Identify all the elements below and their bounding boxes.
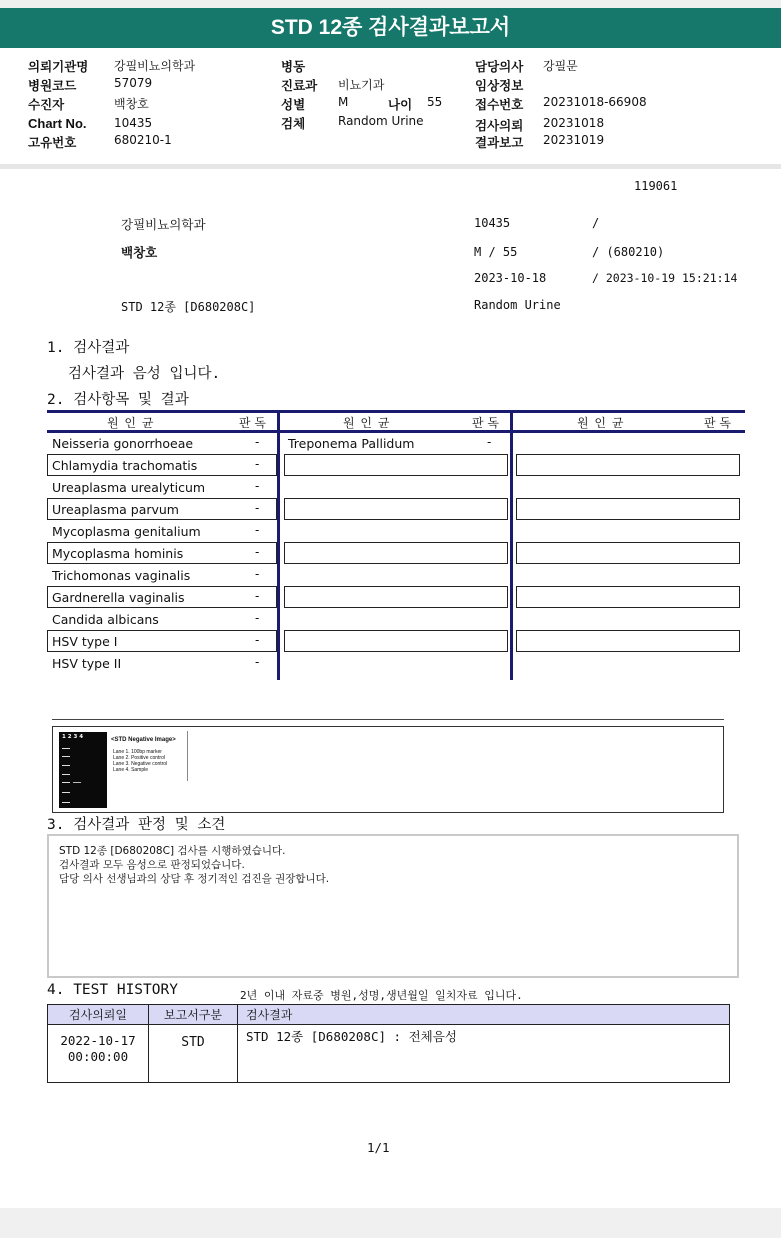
results-grid-header	[47, 410, 745, 433]
gel-legend: Lane 1. 100bp marker	[113, 749, 162, 755]
gel-lanes: 1 2 3 4	[62, 734, 84, 740]
doctor-value: 강필문	[543, 59, 578, 73]
gel-band	[62, 748, 70, 749]
pathogen-name: Trichomonas vaginalis	[52, 568, 191, 583]
empty-row	[284, 630, 508, 652]
hospital-code-label: 병원코드	[28, 78, 77, 93]
patient-label: 수진자	[28, 97, 65, 112]
empty-row	[516, 542, 740, 564]
pathogen-name: Ureaplasma urealyticum	[52, 480, 206, 495]
pathogen-result: -	[255, 501, 260, 515]
gel-band	[62, 765, 70, 766]
institution-label: 의뢰기관명	[28, 59, 89, 74]
page-number: 1/1	[367, 1140, 390, 1155]
pathogen-result: -	[255, 567, 260, 581]
report-reported: / 2023-10-19 15:21:14	[592, 271, 738, 285]
unique-value: 680210-1	[114, 133, 172, 147]
history-header-date: 검사의뢰일	[48, 1005, 149, 1025]
bottom-strip	[0, 1208, 781, 1238]
section2-title: 2. 검사항목 및 결과	[47, 392, 189, 408]
specimen-value: Random Urine	[338, 114, 424, 128]
pathogen-result: -	[255, 611, 260, 625]
pathogen-result: -	[255, 523, 260, 537]
header-divider	[0, 164, 781, 169]
gel-panel	[52, 726, 724, 813]
age-label: 나이	[388, 97, 413, 112]
section1-title: 1. 검사결과	[47, 340, 130, 356]
history-table	[47, 1004, 730, 1083]
pathogen-name: Chlamydia trachomatis	[52, 458, 198, 473]
empty-row	[284, 542, 508, 564]
pathogen-result: -	[487, 435, 492, 449]
gel-legend: Lane 4. Sample	[113, 767, 149, 773]
request-value: 20231018	[543, 116, 605, 130]
clinical-label: 임상정보	[475, 78, 524, 93]
report-specimen: Random Urine	[474, 298, 561, 312]
history-note: 2년 이내 자료중 병원,성명,생년월일 일치자료 입니다.	[240, 989, 523, 1002]
gel-band	[62, 774, 70, 775]
pathogen-result: -	[255, 655, 260, 669]
gel-legend: Lane 3. Negative control	[113, 761, 168, 767]
col2-result-header: 판 독	[472, 416, 499, 430]
opinion-box	[47, 834, 739, 978]
report-clinic: 강필비뇨의학과	[121, 217, 206, 232]
dept-label: 진료과	[281, 78, 318, 93]
unique-label: 고유번호	[28, 135, 77, 150]
pathogen-result: -	[255, 589, 260, 603]
institution-value: 강필비뇨의학과	[114, 59, 196, 73]
request-label: 검사의뢰	[475, 118, 524, 133]
history-time: 00:00:00	[67, 1049, 129, 1064]
pathogen-result: -	[255, 435, 260, 449]
pathogen-name: Treponema Pallidum	[288, 436, 415, 451]
section4-title: 4. TEST HISTORY	[47, 982, 178, 998]
receipt-value: 20231018-66908	[543, 95, 647, 109]
history-date: 2022-10-17	[60, 1033, 136, 1048]
gel-legend: Lane 2. Positive control	[113, 755, 165, 761]
col3-result-header: 판 독	[704, 416, 731, 430]
gel-band	[73, 782, 81, 783]
report-chart: 10435	[474, 216, 511, 230]
empty-row	[516, 454, 740, 476]
gel-separator	[187, 731, 188, 781]
pathogen-name: Gardnerella vaginalis	[52, 590, 185, 605]
pathogen-name: HSV type I	[52, 634, 118, 649]
opinion-line: STD 12종 [D680208C] 검사를 시행하였습니다.	[59, 845, 286, 857]
report-test: STD 12종 [D680208C]	[121, 300, 256, 314]
empty-row	[284, 586, 508, 608]
report-date-label: 결과보고	[475, 135, 524, 150]
pathogen-name: Ureaplasma parvum	[52, 502, 179, 517]
gel-title: <STD Negative Image>	[111, 737, 176, 743]
dept-value: 비뇨기과	[338, 78, 385, 92]
ward-label: 병동	[281, 59, 306, 74]
empty-row	[516, 630, 740, 652]
pathogen-name: Mycoplasma genitalium	[52, 524, 201, 539]
pathogen-name: Candida albicans	[52, 612, 159, 627]
hospital-code-value: 57079	[114, 76, 153, 90]
empty-row	[516, 498, 740, 520]
grid-divider-2	[510, 410, 513, 680]
report-birth: / (680210)	[592, 245, 665, 259]
col1-pathogen-header: 원 인 균	[107, 416, 155, 430]
gel-band	[62, 792, 70, 793]
report-sep: /	[592, 216, 600, 230]
chart-value: 10435	[114, 116, 153, 130]
doctor-label: 담당의사	[475, 59, 524, 74]
history-type: STD	[149, 1025, 238, 1083]
empty-row	[516, 586, 740, 608]
history-header-result: 검사결과	[238, 1005, 730, 1025]
grid-divider-1	[277, 410, 280, 680]
receipt-label: 접수번호	[475, 97, 524, 112]
section3-title: 3. 검사결과 판정 및 소견	[47, 817, 226, 833]
gel-image	[59, 732, 107, 808]
patient-value: 백창호	[114, 97, 149, 111]
pathogen-result: -	[255, 545, 260, 559]
empty-row	[284, 454, 508, 476]
section1-text: 검사결과 음성 입니다.	[68, 366, 221, 382]
opinion-line: 담당 의사 선생님과의 상담 후 정기적인 검진을 권장합니다.	[59, 873, 330, 885]
pathogen-result: -	[255, 457, 260, 471]
col2-pathogen-header: 원 인 균	[343, 416, 391, 430]
pathogen-name: Mycoplasma hominis	[52, 546, 184, 561]
history-result: STD 12종 [D680208C] : 전체음성	[238, 1025, 730, 1083]
gel-band	[62, 756, 70, 757]
pathogen-result: -	[255, 633, 260, 647]
gel-divider	[52, 719, 724, 720]
pathogen-name: Neisseria gonorrhoeae	[52, 436, 194, 451]
col3-pathogen-header: 원 인 균	[577, 416, 625, 430]
report-title: STD 12종 검사결과보고서	[0, 8, 781, 48]
table-row	[48, 1025, 730, 1083]
empty-row	[284, 498, 508, 520]
pathogen-name: HSV type II	[52, 656, 122, 671]
report-patient: 백창호	[121, 245, 158, 260]
col1-result-header: 판 독	[239, 416, 266, 430]
age-value: 55	[427, 95, 443, 109]
gel-band	[62, 782, 70, 783]
chart-label: Chart No.	[28, 116, 87, 131]
report-id: 119061	[634, 179, 678, 193]
gel-band	[62, 802, 70, 803]
report-sex-age: M / 55	[474, 245, 518, 259]
history-header-type: 보고서구분	[149, 1005, 238, 1025]
report-requested: 2023-10-18	[474, 271, 547, 285]
specimen-label: 검체	[281, 116, 306, 131]
history-date-cell	[48, 1025, 149, 1083]
pathogen-result: -	[255, 479, 260, 493]
top-strip	[0, 0, 781, 8]
opinion-line: 검사결과 모두 음성으로 판정되었습니다.	[59, 859, 245, 871]
sex-label: 성별	[281, 97, 306, 112]
report-date-value: 20231019	[543, 133, 605, 147]
sex-value: M	[338, 95, 349, 109]
